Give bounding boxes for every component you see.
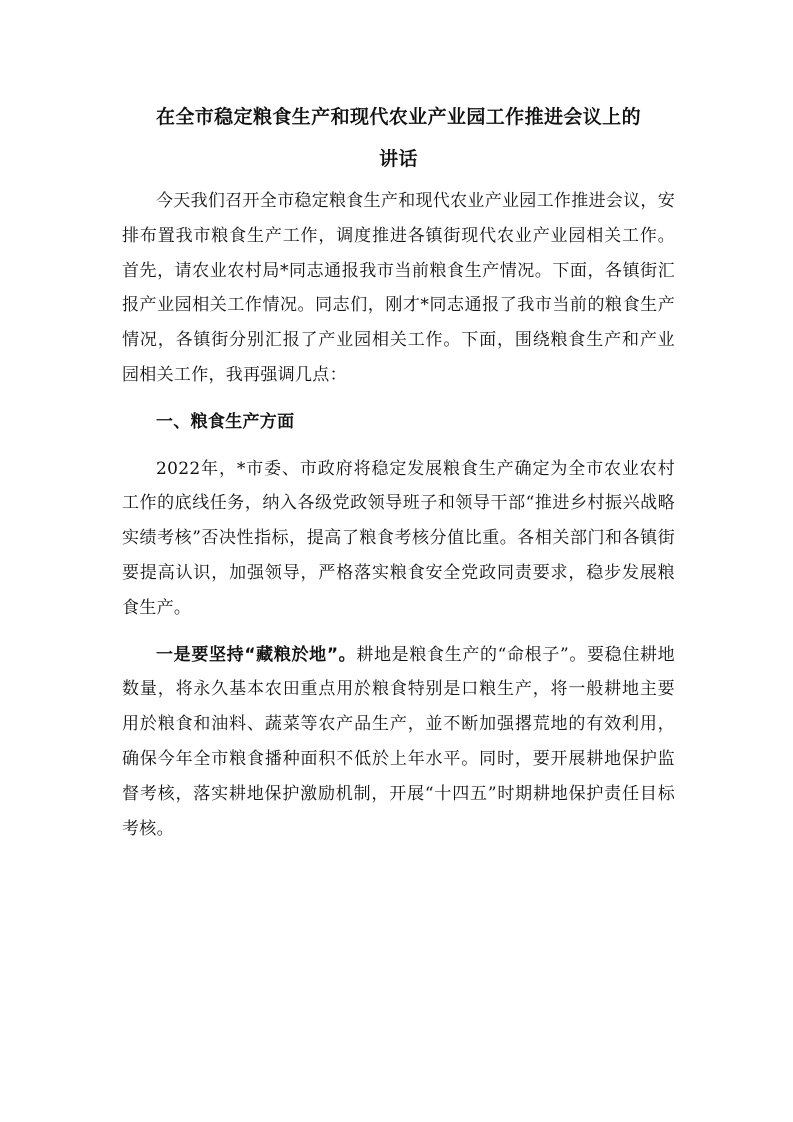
point-1-paragraph: [122, 638, 675, 847]
point-1-lead: 一是要坚持“藏粮於地”。: [156, 644, 357, 665]
title-line-1: 在全市稳定粮食生产和现代农业产业园工作推进会议上的: [155, 106, 641, 128]
document-page: [122, 96, 675, 858]
section-1-paragraph: 2022年，*市委、市政府将稳定发展粮食生产确定为全市农业农村工作的底线任务，纳入各级党政领导班子和领导干部“推进乡村振兴战略实绩考核”否决性指标，提高了粮食考核分值比重。各相关部门和各镇街要提高认识，加强领导，严格落实粮食安全党政同责要求，稳步发展粮食生产。: [122, 458, 675, 618]
intro-paragraph: 今天我们召开全市稳定粮食生产和现代农业产业园工作推进会议，安排布置我市粮食生产工作，调度推进各镇街现代农业产业园相关工作。首先，请农业农村局*同志通报我市当前粮食生产情况。下面，各镇街汇报产业园相关工作情况。同志们，刚才*同志通报了我市当前的粮食生产情况，各镇街分别汇报了产业园相关工作。下面，围绕粮食生产和产业园相关工作，我再强调几点：: [122, 191, 675, 385]
title-line-2: 讲话: [379, 148, 418, 170]
document-title: [122, 96, 675, 180]
point-1-body: 耕地是粮食生产的“命根子”。要稳住耕地数量，将永久基本农田重点用於粮食特别是口粮生产，将一般耕地主要用於粮食和油料、蔬菜等农产品生产，並不断加强撂荒地的有效利用，确保今年全市粮食播种面积不低於上年水平。同时，要开展耕地保护监督考核，落实耕地保护激励机制，开展“十四五”时期耕地保护责任目标考核。: [122, 644, 675, 839]
section-1-heading: 一、粮食生产方面: [156, 411, 295, 432]
